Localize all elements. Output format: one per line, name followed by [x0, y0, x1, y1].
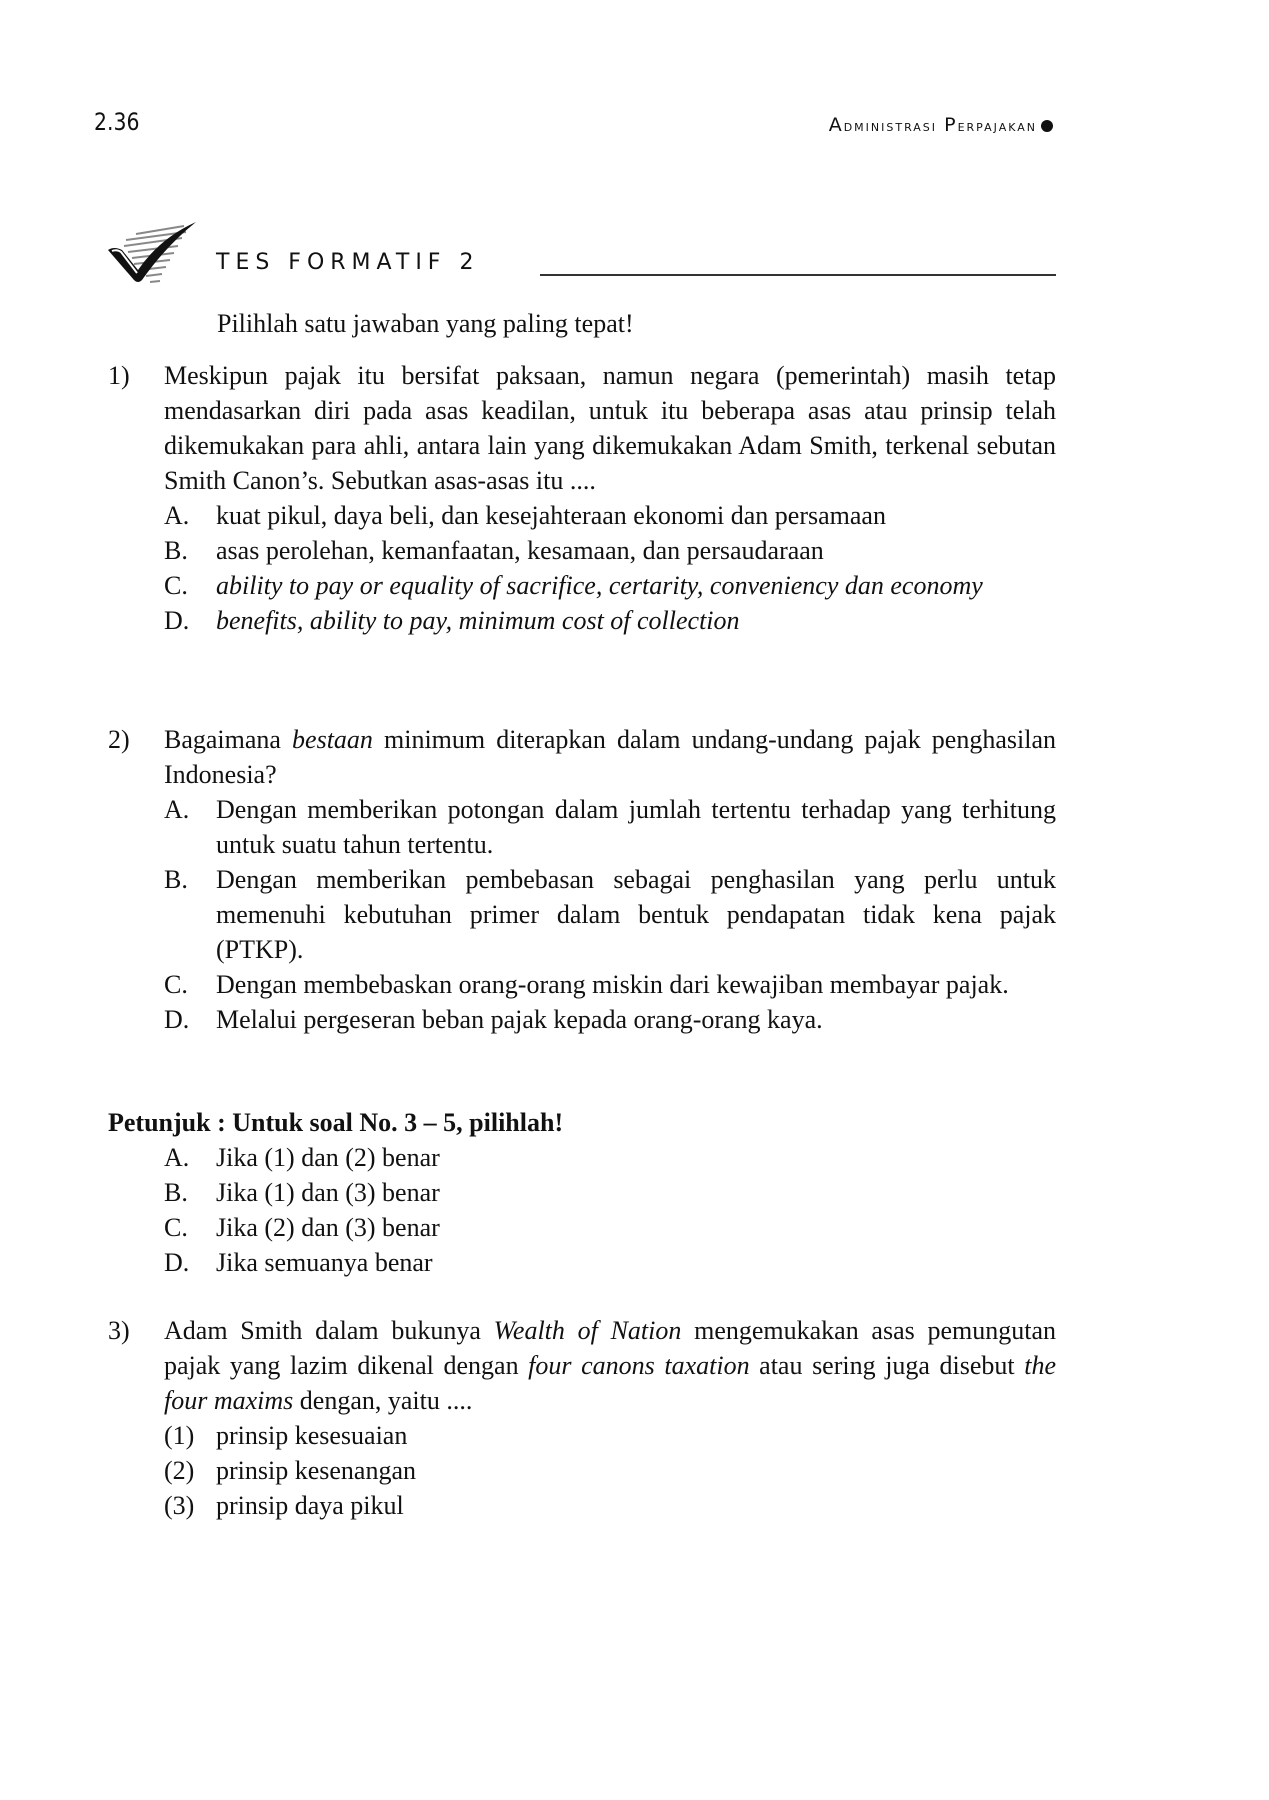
option-text: Jika semuanya benar — [216, 1248, 433, 1277]
option-label: C. — [164, 1213, 188, 1242]
option-text: asas perolehan, kemanfaatan, kesamaan, dan persaudaraan — [216, 536, 824, 565]
option-b — [164, 862, 1056, 967]
stem-italic-term: four canons taxation — [528, 1351, 750, 1380]
question-stem — [164, 722, 1056, 792]
answer-key-b — [164, 1175, 1056, 1210]
option-text: Melalui pergeseran beban pajak kepada orang-orang kaya. — [216, 1005, 823, 1034]
title-underline — [540, 274, 1056, 276]
option-label: D. — [164, 1005, 190, 1034]
option-a — [164, 792, 1056, 862]
option-text: Dengan memberikan potongan dalam jumlah tertentu terhadap yang terhitung untuk suatu tahun tertentu. — [216, 795, 1056, 859]
option-label: D. — [164, 606, 190, 635]
option-label: B. — [164, 1178, 188, 1207]
statement-label: (2) — [164, 1456, 195, 1485]
option-text: kuat pikul, daya beli, dan kesejahteraan ekonomi dan persamaan — [216, 501, 886, 530]
option-list — [164, 498, 1056, 638]
section-title: TES FORMATIF 2 — [216, 250, 480, 275]
question-stem: Meskipun pajak itu bersifat paksaan, namun negara (pemerintah) masih tetap mendasarkan diri pada asas keadilan, untuk itu beberapa asas atau prinsip telah dikemukakan para ahli, antara lain yang dikemukakan Adam Smith, terkenal sebutan Smith Canon’s. Sebutkan asas-asas itu .... — [164, 361, 1056, 495]
option-text: Jika (1) dan (2) benar — [216, 1143, 440, 1172]
statement-2 — [164, 1453, 1056, 1488]
stem-italic-term: bestaan — [292, 725, 373, 754]
option-label: B. — [164, 536, 188, 565]
statement-text: prinsip daya pikul — [216, 1491, 404, 1520]
option-label: A. — [164, 1143, 190, 1172]
stem-text: dengan, yaitu .... — [293, 1386, 473, 1415]
bullet-dot-icon — [1041, 120, 1053, 132]
option-label: A. — [164, 501, 190, 530]
option-label: D. — [164, 1248, 190, 1277]
answer-key-c — [164, 1210, 1056, 1245]
option-text: Dengan memberikan pembebasan sebagai penghasilan yang perlu untuk memenuhi kebutuhan primer dalam bentuk pendapatan tidak kena pajak (PTKP). — [216, 865, 1056, 964]
option-list — [164, 792, 1056, 1037]
stem-text: Adam Smith dalam bukunya — [164, 1316, 494, 1345]
option-b — [164, 533, 1056, 568]
option-text: Jika (2) dan (3) benar — [216, 1213, 440, 1242]
checkmark-icon — [104, 220, 200, 286]
header-word-1-initial: A — [828, 114, 844, 136]
stem-text: mengemukakan asas pemungutan pajak yang lazim dikenal dengan — [164, 1316, 1056, 1380]
header-word-2-initial: P — [944, 114, 958, 136]
instruction-text: Pilihlah satu jawaban yang paling tepat! — [217, 309, 634, 338]
option-label: C. — [164, 970, 188, 999]
option-text: benefits, ability to pay, minimum cost of collection — [216, 606, 740, 635]
statement-list — [164, 1418, 1056, 1523]
header-word-2-rest: erpajakan — [957, 116, 1037, 135]
instruction-heading: Petunjuk : Untuk soal No. 3 – 5, pilihlah! — [108, 1108, 564, 1137]
stem-text: minimum diterapkan dalam undang-undang pajak penghasilan Indonesia? — [164, 725, 1056, 789]
statement-label: (1) — [164, 1421, 195, 1450]
option-text: Dengan membebaskan orang-orang miskin dari kewajiban membayar pajak. — [216, 970, 1009, 999]
answer-key-a — [164, 1140, 1056, 1175]
statement-label: (3) — [164, 1491, 195, 1520]
question-1 — [108, 358, 1056, 638]
statement-3 — [164, 1488, 1056, 1523]
option-label: C. — [164, 571, 188, 600]
option-label: A. — [164, 795, 190, 824]
option-a — [164, 498, 1056, 533]
page-number: 2.36 — [94, 108, 140, 136]
option-text: Jika (1) dan (3) benar — [216, 1178, 440, 1207]
stem-text: Bagaimana — [164, 725, 293, 754]
running-header-title — [829, 114, 1037, 136]
option-d — [164, 1002, 1056, 1037]
stem-italic-term: the four maxims — [164, 1351, 1057, 1415]
statement-text: prinsip kesesuaian — [216, 1421, 408, 1450]
question-3 — [108, 1313, 1056, 1523]
answer-key-list — [164, 1140, 1056, 1280]
stem-italic-term: Wealth of Nation — [493, 1316, 682, 1345]
question-2 — [108, 722, 1056, 1037]
header-word-1-rest: dministrasi — [843, 116, 938, 135]
question-number: 1) — [108, 361, 130, 390]
question-number: 3) — [108, 1316, 130, 1345]
statement-1 — [164, 1418, 1056, 1453]
option-label: B. — [164, 865, 188, 894]
statement-text: prinsip kesenangan — [216, 1456, 417, 1485]
option-c — [164, 568, 1056, 603]
question-number: 2) — [108, 725, 130, 754]
answer-key-d — [164, 1245, 1056, 1280]
question-stem — [164, 1313, 1056, 1418]
option-c — [164, 967, 1056, 1002]
option-d — [164, 603, 1056, 638]
stem-text: atau sering juga disebut — [749, 1351, 1025, 1380]
option-text: ability to pay or equality of sacrifice, certarity, conveniency dan economy — [216, 571, 983, 600]
